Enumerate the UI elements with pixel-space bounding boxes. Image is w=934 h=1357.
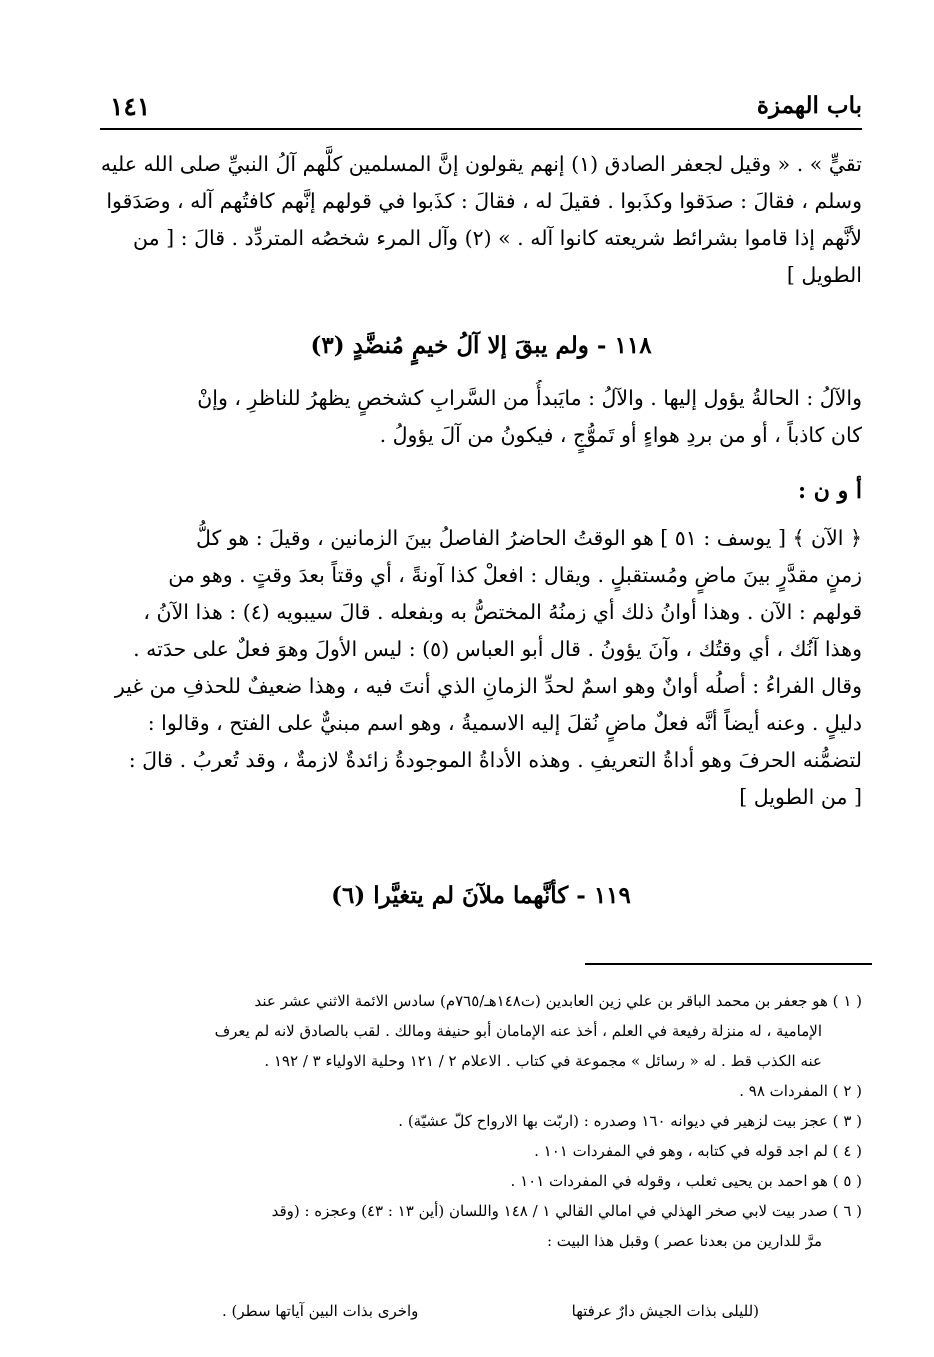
text-line: كان كاذباً ، أو من بردِ هواءٍ أو تَموُّجٍ ، فيكونُ من آلَ يؤولُ .	[379, 423, 862, 447]
footnote-5: ( ٥ ) هو احمد بن يحيى ثعلب ، وقوله في المفردات ١٠١ .	[510, 1172, 862, 1190]
text-line: لتضمُّنه الحرفَ وهو أداةُ التعريفِ . وهذه الأداةُ الموجودةُ زائدةٌ لازمةٌ ، وقد تُعربُ . قالَ :	[128, 748, 862, 772]
text-line: دليلٍ . وعنه أيضاً أنَّه فعلٌ ماضٍ نُقلَ إليه الاسميةُ ، وهو اسم مبنيٌّ على الفتح ، وقالوا :	[147, 711, 862, 735]
footnote-1-cont: عنه الكذب قط . له « رسائل » مجموعة في كتاب . الاعلام ٢ / ١٢١ وحلية الاولياء ٣ / ١٩٢ .	[264, 1052, 822, 1070]
text-line: زمنٍ مقدَّرٍ بينَ ماضٍ ومُستقبلٍ . ويقال : افعلْ كذا آونةً ، أي وقتاً بعدَ وقتٍ . وهو من	[168, 563, 862, 587]
section-heading: أ و ن :	[798, 478, 862, 504]
running-header	[100, 88, 862, 126]
footnote-3: ( ٣ ) عجز بيت لزهير في ديوانه ١٦٠ وصدره : (اربّت بها الارواح كلّ عشيّة) .	[398, 1112, 862, 1130]
couplet-second-hemistich: واخرى بذات البين آياتها سطر) .	[222, 1302, 419, 1320]
verse-118: ١١٨ - ولم يبقَ إلا آلُ خيمٍ مُنضَّدٍ (٣)	[310, 332, 652, 359]
text-line: وقال الفراءُ : أصلُه أوانٌ وهو اسمٌ لحدِّ الزمانِ الذي أنتَ فيه ، وهذا ضعيفٌ للحذفِ من غير	[114, 674, 862, 698]
text-line: ﴿ الآن ﴾ [ يوسف : ٥١ ] هو الوقتُ الحاضرُ الفاصلُ بينَ الزمانين ، وقيلَ : هو كلُّ	[196, 526, 862, 550]
text-line: تقيٍّ » . « وقيل لجعفر الصادق (١) إنهم يقولون إنَّ المسلمين كلَّهم آلُ النبيِّ صلى الله عليه	[100, 152, 862, 176]
verse-119: ١١٩ - كأنَّهما ملآنَ لم يتغيَّرا (٦)	[331, 882, 631, 909]
text-line: [ من الطويل ]	[739, 785, 862, 809]
page-number: ١٤١	[110, 92, 151, 121]
footnote-separator	[585, 963, 872, 965]
couplet-first-hemistich: (لليلى بذات الجيش دارٌ عرفتها	[571, 1302, 759, 1320]
footnote-2: ( ٢ ) المفردات ٩٨ .	[739, 1082, 862, 1100]
footnotes	[100, 986, 862, 1256]
text-line: لأنَّهم إذا قاموا بشرائط شريعته كانوا آله . » (٢) وآل المرء شخصُه المتردِّد . قالَ : [ من	[133, 226, 862, 250]
footnote-1: ( ١ ) هو جعفر بن محمد الباقر بن علي زين العابدين (ت١٤٨هـ/٧٦٥م) سادس الائمة الاثني عشر عند	[254, 992, 862, 1010]
text-line: وسلم ، فقالَ : صدَقوا وكذَبوا . فقيلَ له ، فقالَ : كذَبوا في قولهم إنَّهم كافتُهم آله ، وصَدَقوا	[106, 189, 862, 213]
footnote-1-cont: الإمامية ، له منزلة رفيعة في العلم ، أخذ عنه الإمامان أبو حنيفة ومالك . لقب بالصادق لانه لم يعرف	[214, 1022, 822, 1040]
paragraph-1	[100, 146, 862, 294]
text-line: قولهم : الآن . وهذا أوانُ ذلك أي زمنُهُ المختصُّ به وبفعله . قالَ سيبويه (٤) : هذا الآنُ ،	[143, 600, 862, 624]
footnote-6: ( ٦ ) صدر بيت لابي صخر الهذلي في امالي القالي ١ / ١٤٨ واللسان (أين ١٣ : ٤٣) وعجزه : (وقد	[271, 1202, 862, 1220]
paragraph-3	[100, 520, 862, 816]
text-line: وهذا آنُك ، أي وقتُك ، وآنَ يؤونُ . قال أبو العباس (٥) : ليس الأولَ وهوَ فعلٌ على حدَته .	[133, 637, 862, 661]
text-line: والآلُ : الحالةُ يؤول إليها . والآلُ : مايَبدأُ من السَّرابِ كشخصٍ يظهرُ للناظرِ ، وإنْ	[197, 386, 862, 410]
text-line: الطويل ]	[786, 263, 862, 287]
footnote-4: ( ٤ ) لم اجد قوله في كتابه ، وهو في المفردات ١٠١ .	[534, 1142, 862, 1160]
footnote-6-cont: مرَّ للدارين من بعدنا عصر ) وقبل هذا البيت :	[546, 1232, 822, 1250]
chapter-title: باب الهمزة	[756, 92, 862, 119]
header-rule	[100, 128, 862, 130]
paragraph-2	[100, 380, 862, 454]
